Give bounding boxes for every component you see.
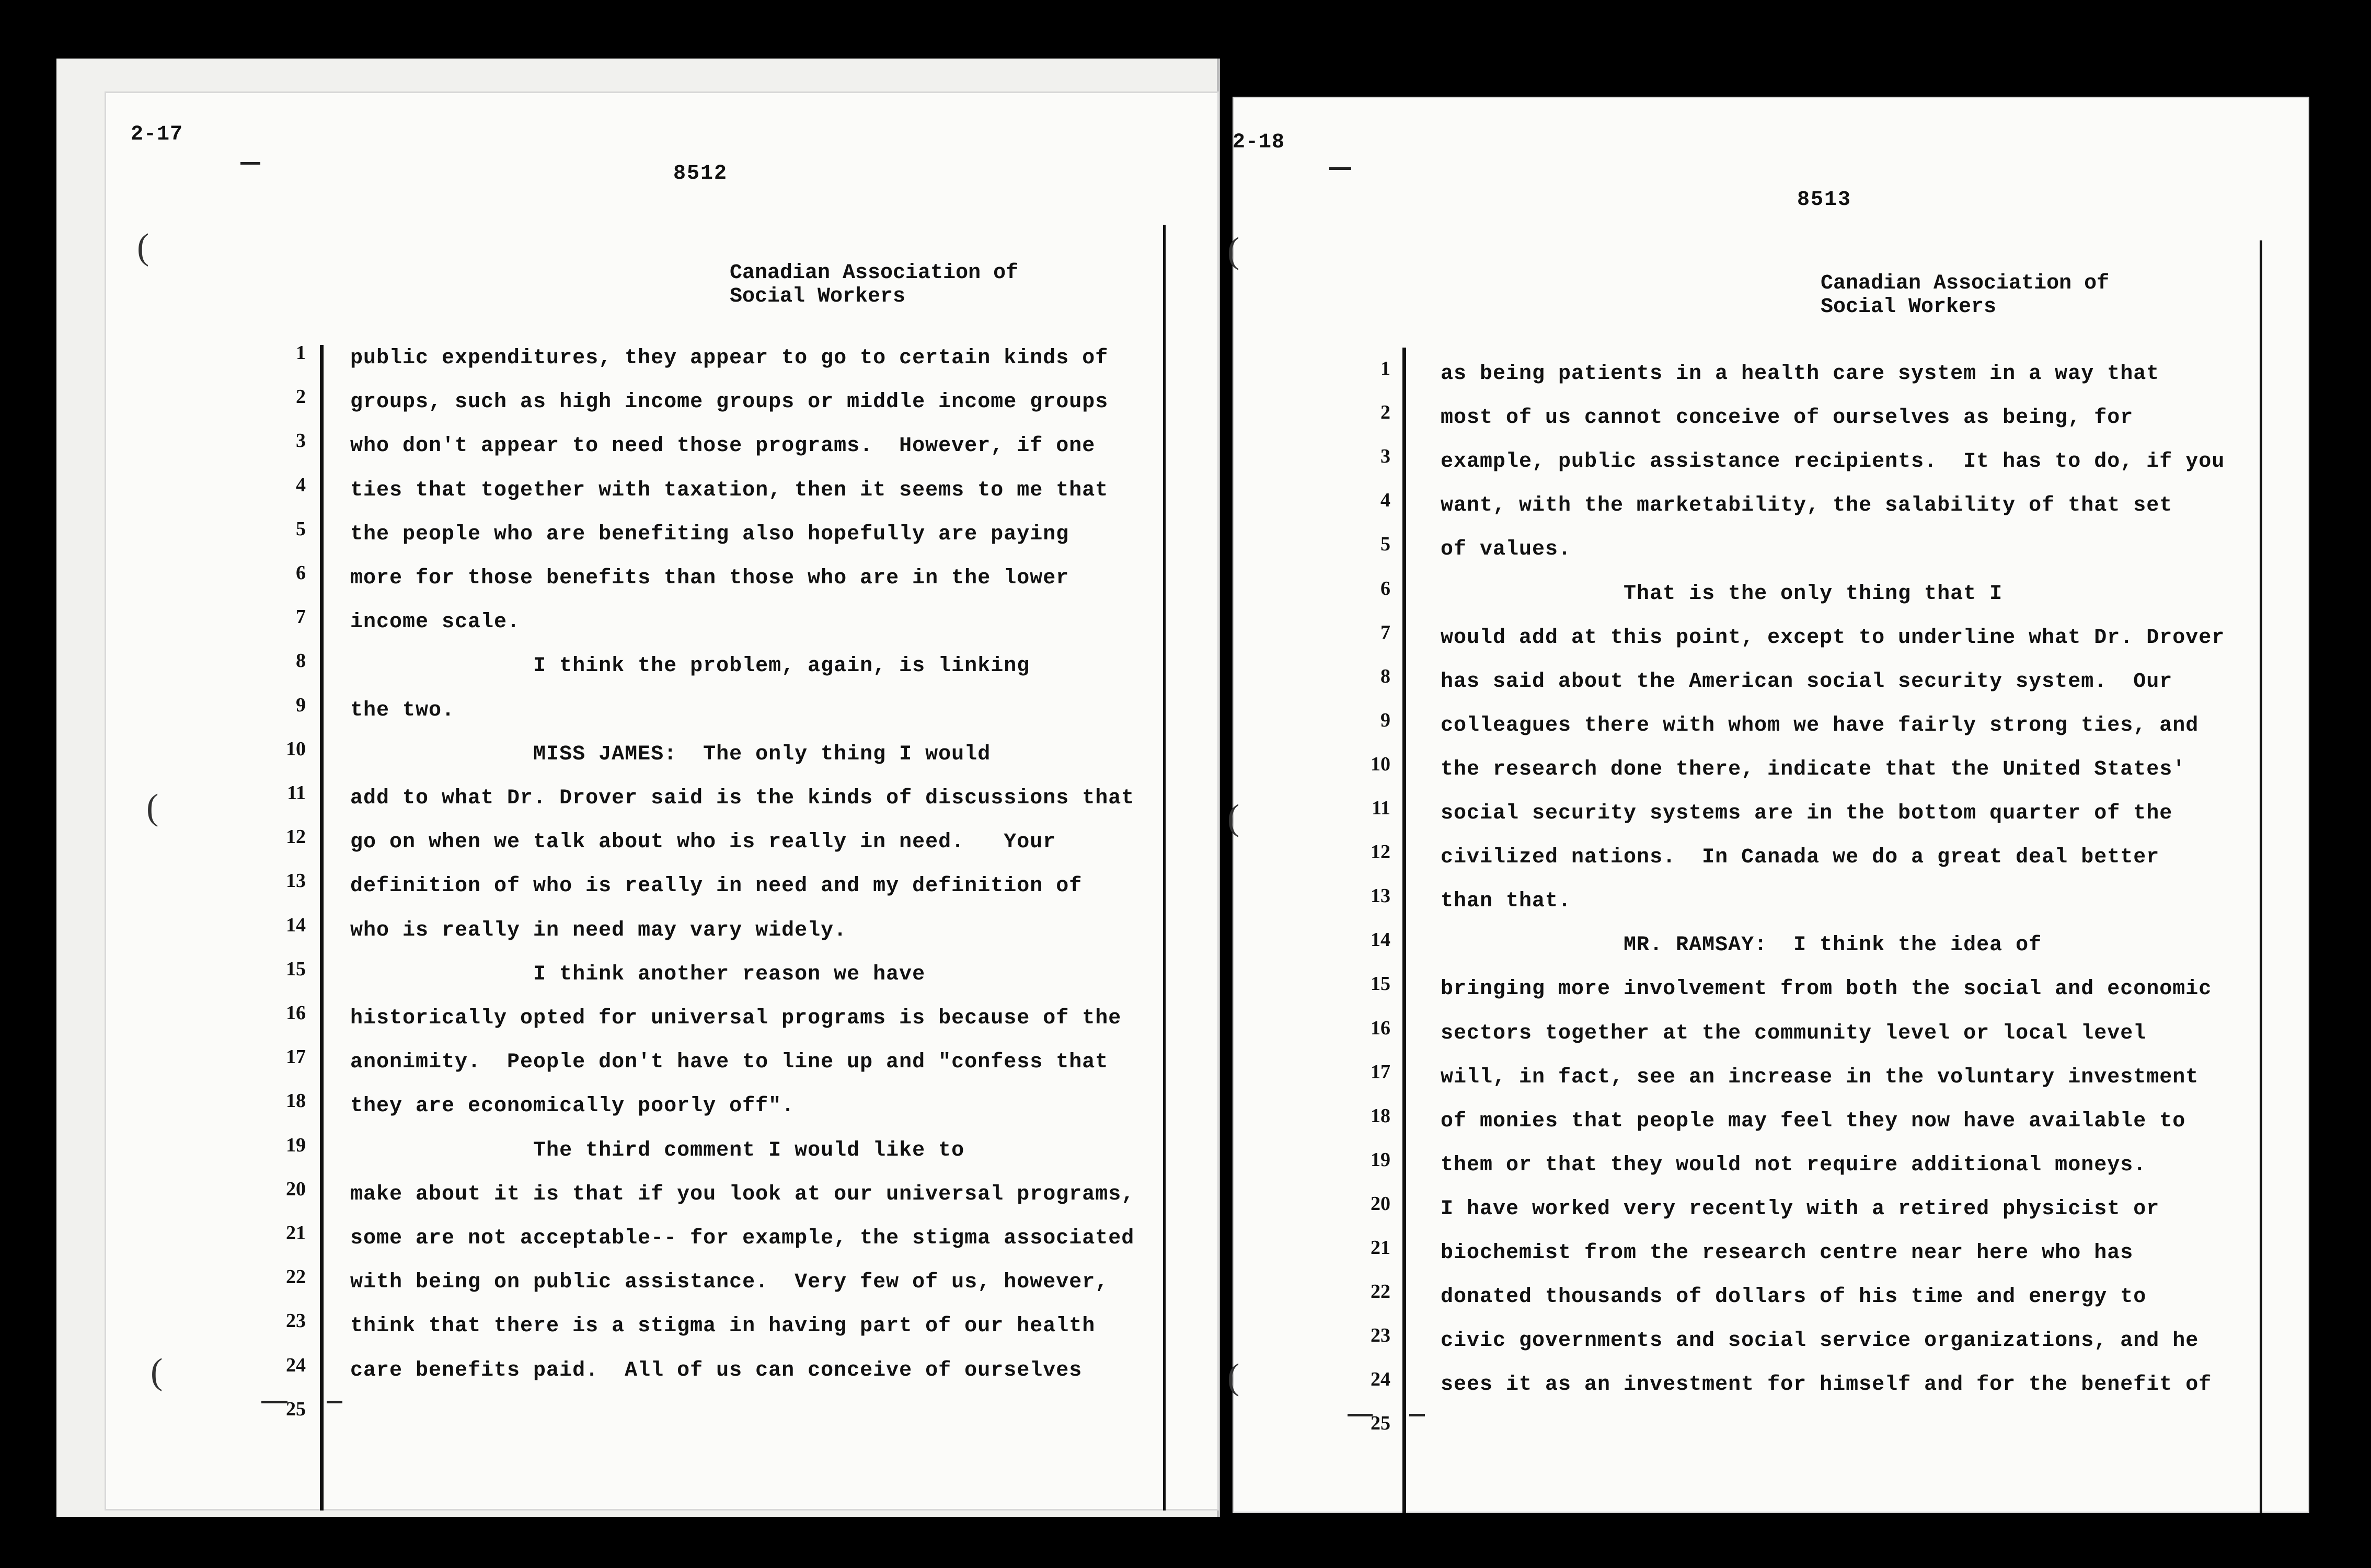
transcript-line: care benefits paid. All of us can conceive of ourselves: [350, 1358, 1083, 1382]
line-number: 20: [286, 1178, 306, 1200]
line-number: 24: [1371, 1368, 1390, 1391]
right-margin-rule: [1163, 225, 1166, 1511]
line-25-dash: [327, 1401, 342, 1403]
line-number: 7: [1380, 621, 1390, 643]
line-number: 23: [286, 1310, 306, 1332]
line-number: 10: [1371, 753, 1390, 775]
transcript-line: than that.: [1441, 890, 1572, 914]
transcript-line: the research done there, indicate that the United States': [1441, 757, 2186, 781]
transcript-line: I think another reason we have: [350, 962, 926, 986]
line-number: 13: [286, 870, 306, 892]
line-number: 4: [296, 474, 306, 496]
transcript-line: who is really in need may vary widely.: [350, 918, 847, 942]
transcript-line: add to what Dr. Drover said is the kinds of discussions that: [350, 787, 1135, 810]
line-number: 11: [1372, 797, 1390, 819]
sheet-id: 2-18: [1233, 131, 1285, 154]
line-number: 7: [296, 606, 306, 628]
line-number: 6: [1380, 577, 1390, 599]
line-number: 24: [286, 1354, 306, 1376]
page-header-line2: Social Workers: [1821, 295, 1997, 319]
binder-hole-mark: (: [1227, 230, 1240, 271]
transcript-line: I have worked very recently with a retired physicist or: [1441, 1197, 2160, 1221]
binder-hole-mark: (: [1227, 798, 1240, 838]
transcript-line: has said about the American social security system. Our: [1441, 670, 2173, 694]
page-header-line1: Canadian Association of: [1821, 272, 2110, 295]
line-number: 8: [296, 650, 306, 672]
line-number: 9: [1380, 709, 1390, 731]
transcript-line: sectors together at the community level or local level: [1441, 1021, 2147, 1045]
transcript-line: historically opted for universal programs is because of the: [350, 1007, 1122, 1030]
line-number: 6: [296, 562, 306, 584]
line-number: 16: [286, 1002, 306, 1024]
line-number: 16: [1371, 1017, 1390, 1039]
transcript-line: most of us cannot conceive of ourselves as being, for: [1441, 406, 2134, 430]
line-number: 14: [1371, 929, 1390, 951]
transcript-line: definition of who is really in need and my definition of: [350, 874, 1083, 898]
line-number: 18: [286, 1090, 306, 1112]
left-margin-rule: [320, 345, 324, 1511]
line-number: 19: [286, 1134, 306, 1156]
right-margin-rule: [2260, 240, 2262, 1513]
transcript-line: will, in fact, see an increase in the voluntary investment: [1441, 1065, 2199, 1089]
transcript-line: go on when we talk about who is really in need. Your: [350, 831, 1056, 855]
line-number: 9: [296, 694, 306, 716]
line-number: 10: [286, 737, 306, 760]
corner-mark: [240, 162, 260, 165]
transcript-line: the two.: [350, 698, 455, 722]
line-number: 2: [296, 386, 306, 408]
transcript-line: I think the problem, again, is linking: [350, 654, 1030, 678]
page-header-line1: Canadian Association of: [730, 261, 1019, 285]
page-number: 8512: [673, 162, 728, 186]
line-number: 19: [1371, 1148, 1390, 1171]
line-number: 1: [296, 342, 306, 364]
corner-mark: [1329, 167, 1351, 170]
transcript-line: civilized nations. In Canada we do a great deal better: [1441, 846, 2160, 870]
line-number: 5: [296, 517, 306, 540]
transcript-line: That is the only thing that I: [1441, 582, 2003, 606]
transcript-line: make about it is that if you look at our universal programs,: [350, 1182, 1135, 1206]
line-number: 17: [286, 1046, 306, 1068]
line-number: 23: [1371, 1324, 1390, 1347]
transcript-line: who don't appear to need those programs. However, if one: [350, 434, 1096, 458]
binder-hole-mark: (: [1227, 1357, 1240, 1397]
transcript-line: MISS JAMES: The only thing I would: [350, 742, 991, 766]
transcript-line: The third comment I would like to: [350, 1138, 965, 1162]
transcript-line: they are economically poorly off".: [350, 1094, 795, 1119]
transcript-line: want, with the marketability, the salability of that set: [1441, 494, 2173, 518]
page-header-line2: Social Workers: [730, 285, 906, 308]
transcript-line: civic governments and social service organizations, and he: [1441, 1329, 2199, 1353]
transcript-line: the people who are benefiting also hopefully are paying: [350, 522, 1069, 546]
line-25-dash: [1409, 1414, 1425, 1416]
line-number: 8: [1380, 665, 1390, 687]
line-number: 15: [1371, 973, 1390, 995]
line-number: 1: [1380, 358, 1390, 379]
transcript-line: social security systems are in the bottom quarter of the: [1441, 802, 2173, 825]
transcript-line: bringing more involvement from both the social and economic: [1441, 977, 2212, 1001]
transcript-line: of values.: [1441, 538, 1572, 562]
transcript-line: some are not acceptable-- for example, the stigma associated: [350, 1227, 1135, 1250]
line-number: 4: [1380, 489, 1390, 512]
transcript-line: think that there is a stigma in having part of our health: [350, 1315, 1096, 1339]
line-number: 2: [1380, 401, 1390, 424]
transcript-line: sees it as an investment for himself and for the benefit of: [1441, 1373, 2212, 1397]
line-number: 14: [286, 914, 306, 936]
transcript-line: of monies that people may feel they now have available to: [1441, 1109, 2186, 1133]
line-number: 12: [1371, 841, 1390, 863]
transcript-line: example, public assistance recipients. It has to do, if you: [1441, 450, 2225, 474]
line-number: 22: [1371, 1281, 1390, 1303]
line-number: 15: [286, 958, 306, 980]
line-number: 12: [286, 826, 306, 848]
transcript-line: anonimity. People don't have to line up and "confess that: [350, 1051, 1109, 1075]
binder-hole-mark: (: [146, 787, 159, 827]
line-number: 3: [296, 430, 306, 452]
transcript-line: MR. RAMSAY: I think the idea of: [1441, 933, 2042, 958]
line-number: 22: [286, 1266, 306, 1288]
transcript-line: public expenditures, they appear to go to certain kinds of: [350, 347, 1109, 370]
line-number: 11: [287, 782, 306, 804]
transcript-line: income scale.: [350, 610, 521, 635]
transcript-line: would add at this point, except to underline what Dr. Drover: [1441, 626, 2225, 650]
transcript-line: colleagues there with whom we have fairly strong ties, and: [1441, 713, 2199, 737]
transcript-line: them or that they would not require additional moneys.: [1441, 1153, 2147, 1177]
transcript-page-right: [1227, 97, 2309, 1513]
transcript-line: with being on public assistance. Very few of us, however,: [350, 1271, 1109, 1295]
line-number: 21: [1371, 1237, 1390, 1259]
left-margin-rule: [1402, 348, 1406, 1513]
line-number: 21: [286, 1222, 306, 1244]
page-number: 8513: [1797, 188, 1852, 212]
transcript-page-left: [105, 91, 1219, 1511]
sheet-id: 2-17: [131, 123, 183, 146]
transcript-line: as being patients in a health care system in a way that: [1441, 362, 2160, 386]
transcript-line: more for those benefits than those who are in the lower: [350, 567, 1069, 590]
transcript-line: groups, such as high income groups or middle income groups: [350, 390, 1109, 414]
line-number: 25: [1371, 1412, 1390, 1435]
line-number: 13: [1371, 885, 1390, 907]
line-number: 20: [1371, 1192, 1390, 1215]
line-number: 5: [1380, 533, 1390, 556]
transcript-line: biochemist from the research centre near here who has: [1441, 1241, 2134, 1265]
binder-hole-mark: (: [151, 1352, 163, 1392]
transcript-line: donated thousands of dollars of his time and energy to: [1441, 1285, 2147, 1309]
line-number: 17: [1371, 1060, 1390, 1083]
line-number: 18: [1371, 1104, 1390, 1127]
line-number: 25: [286, 1398, 306, 1420]
line-number: 3: [1380, 445, 1390, 468]
binder-hole-mark: (: [137, 227, 149, 267]
transcript-line: ties that together with taxation, then it seems to me that: [350, 478, 1109, 502]
